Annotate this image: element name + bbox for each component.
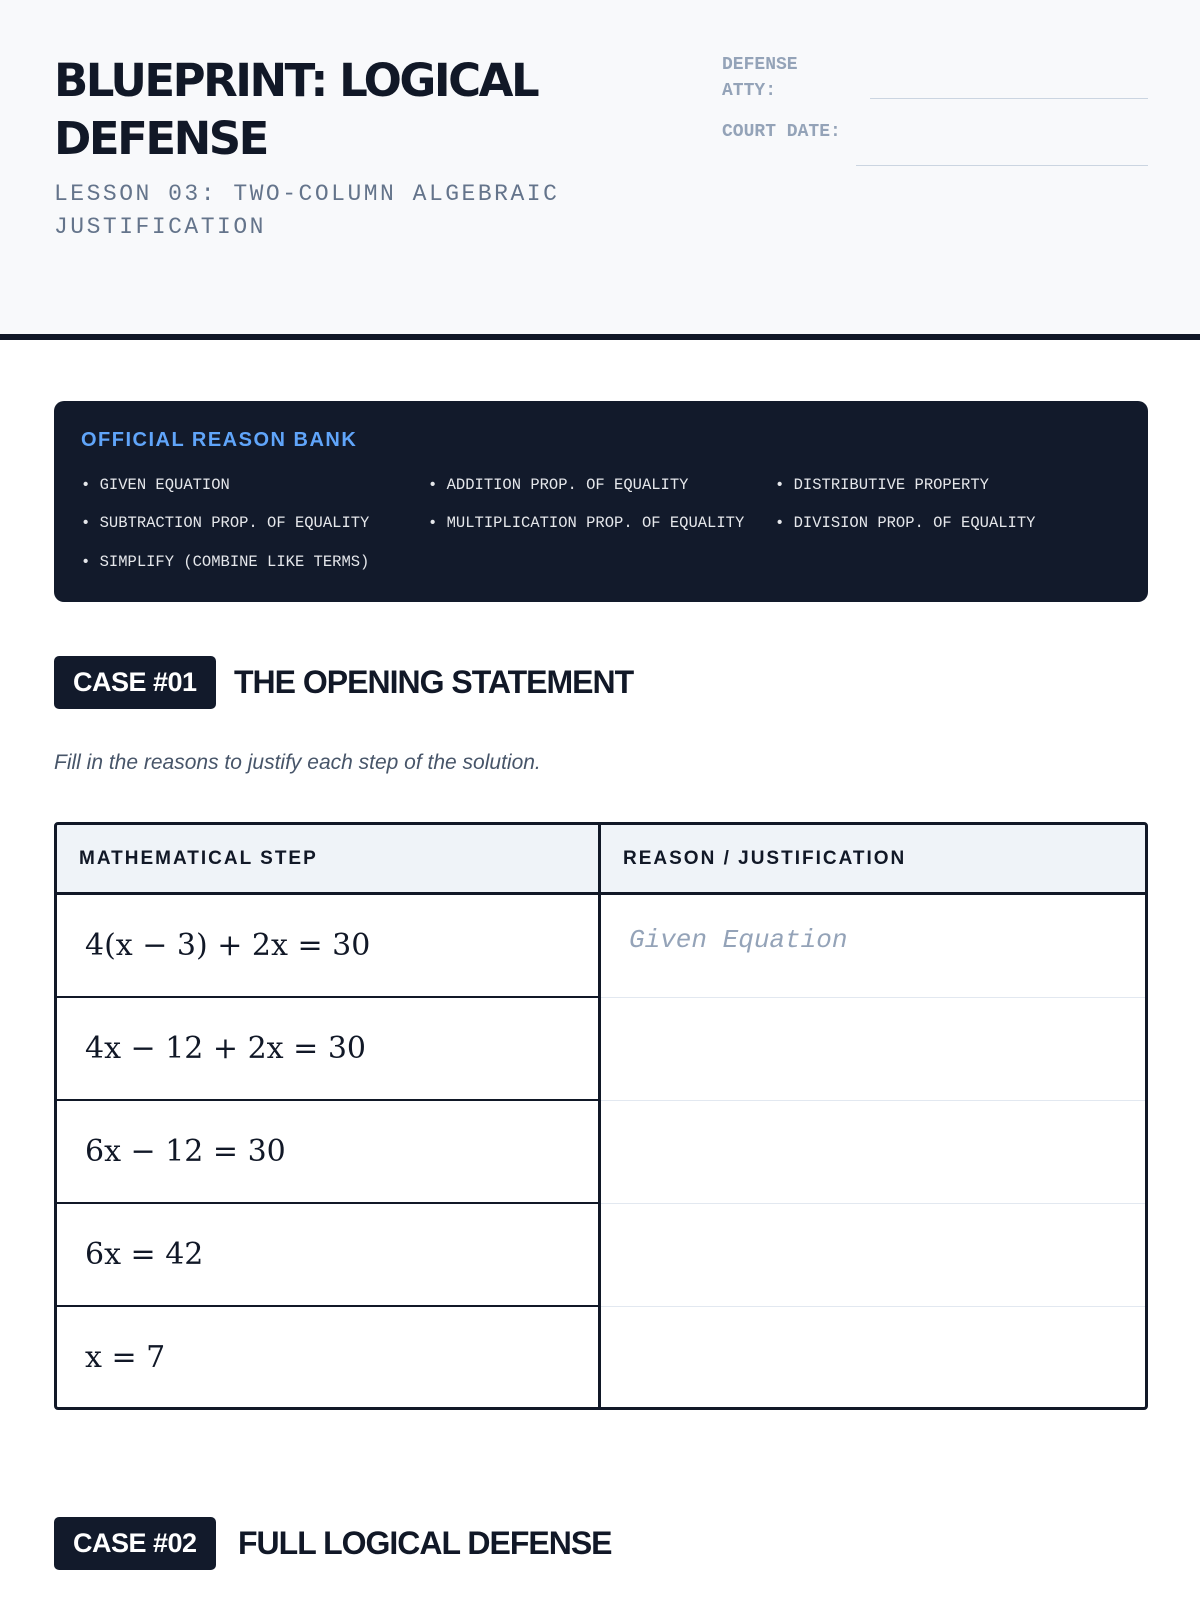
reason-bank-item: • MULTIPLICATION PROP. OF EQUALITY [428, 514, 745, 532]
defense-attorney-input[interactable] [870, 98, 1148, 99]
reason-bank-item: • DISTRIBUTIVE PROPERTY [775, 476, 989, 494]
court-date-label: COURT DATE: [722, 122, 841, 142]
reason-cell[interactable] [601, 998, 1145, 1101]
page-title: BLUEPRINT: LOGICAL DEFENSE [54, 54, 538, 165]
step-cell: 4(x − 3) + 2x = 30 [57, 895, 601, 998]
reason-bank-item: • SUBTRACTION PROP. OF EQUALITY [81, 514, 370, 532]
defense-attorney-field [722, 52, 1148, 102]
defense-attorney-label: DEFENSE ATTY: [722, 55, 798, 101]
column-header-step: MATHEMATICAL STEP [57, 825, 601, 895]
reason-bank-item: • SIMPLIFY (COMBINE LIKE TERMS) [81, 553, 370, 571]
reason-bank-title: OFFICIAL REASON BANK [81, 429, 358, 451]
reason-cell[interactable] [601, 1204, 1145, 1307]
step-cell: 6x = 42 [57, 1204, 601, 1307]
reason-bank-item: • GIVEN EQUATION [81, 476, 230, 494]
reason-cell[interactable] [601, 895, 1145, 998]
step-cell: 4x − 12 + 2x = 30 [57, 998, 601, 1101]
reason-bank [54, 401, 1148, 602]
step-cell: x = 7 [57, 1307, 601, 1407]
page-subtitle: LESSON 03: TWO-COLUMN ALGEBRAIC JUSTIFICATION [54, 181, 560, 240]
reason-cell[interactable] [601, 1307, 1145, 1407]
page-header [0, 0, 1200, 340]
case-2-badge: CASE #02 [54, 1517, 216, 1570]
case-1-badge: CASE #01 [54, 656, 216, 709]
case-1-title: THE OPENING STATEMENT [234, 664, 634, 700]
court-date-field [722, 119, 1148, 169]
case-2-title: FULL LOGICAL DEFENSE [238, 1525, 612, 1561]
reason-bank-item: • ADDITION PROP. OF EQUALITY [428, 476, 689, 494]
reason-cell[interactable] [601, 1101, 1145, 1204]
step-cell: 6x − 12 = 30 [57, 1101, 601, 1204]
court-date-input[interactable] [856, 165, 1148, 166]
proof-table [54, 822, 1148, 1410]
case-1-instructions: Fill in the reasons to justify each step of the solution. [54, 751, 541, 774]
reason-bank-item: • DIVISION PROP. OF EQUALITY [775, 514, 1036, 532]
column-header-reason: REASON / JUSTIFICATION [601, 825, 1145, 895]
reason-text: Given Equation [629, 925, 848, 955]
